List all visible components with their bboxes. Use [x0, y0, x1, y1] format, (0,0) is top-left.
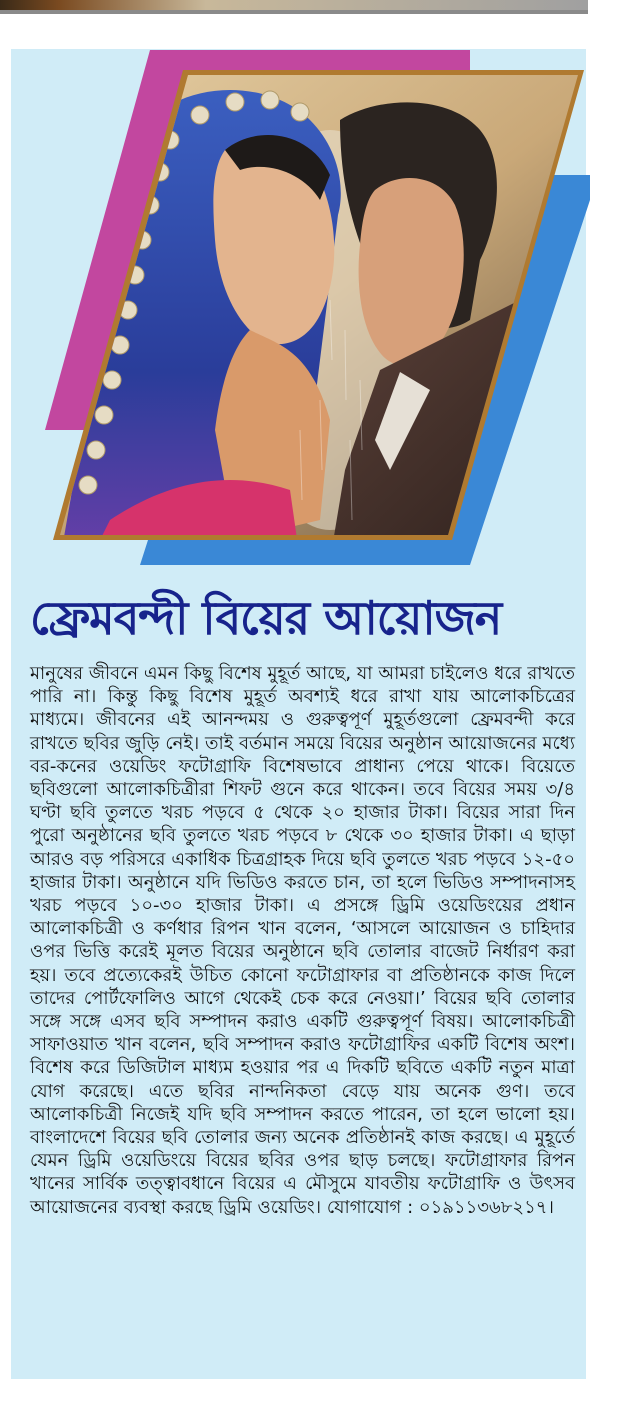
article-headline: ফ্রেমবন্দী বিয়ের আয়োজন	[30, 591, 502, 645]
article-body	[30, 662, 575, 1219]
article-body-paragraph: মানুষের জীবনে এমন কিছু বিশেষ মুহূর্ত আছে, যা আমরা চাইলেও ধরে রাখতে পারি না। কিন্তু কিছু বিশেষ মুহূর্ত অবশ্যই ধরে রাখা যায় আলোকচিত্রের মাধ্যমে। জীবনের এই আনন্দময় ও গুরুত্বপূর্ণ মুহূর্তগুলো ফ্রেমবন্দী করে রাখতে ছবির জুড়ি নেই। তাই বর্তমান সময়ে বিয়ের অনুষ্ঠান আয়োজনের মধ্যে বর-কনের ওয়েডিং ফটোগ্রাফি বিশেষভাবে প্রাধান্য পেয়ে থাকে। বিয়েতে ছবিগুলো আলোকচিত্রীরা শিফট গুনে করে থাকেন। তবে বিয়ের সময় ৩/৪ ঘণ্টা ছবি তুলতে খরচ পড়বে ৫ থেকে ২০ হাজার টাকা। বিয়ের সারা দিন পুরো অনুষ্ঠানের ছবি তুলতে খরচ পড়বে ৮ থেকে ৩০ হাজার টাকা। এ ছাড়া আরও বড় পরিসরে একাধিক চিত্রগ্রাহক দিয়ে ছবি তুলতে খরচ পড়বে ১২-৫০ হাজার টাকা। অনুষ্ঠানে যদি ভিডিও করতে চান, তা হলে ভিডিও সম্পাদনাসহ খরচ পড়বে ১০-৩০ হাজার টাকা। এ প্রসঙ্গে ড্রিমি ওয়েডিংয়ের প্রধান আলোকচিত্রী ও কর্ণধার রিপন খান বলেন, ‘আসলে আয়োজন ও চাহিদার ওপর ভিত্তি করেই মূলত বিয়ের অনুষ্ঠানে ছবি তোলার বাজেট নির্ধারণ করা হয়। তবে প্রত্যেকেরই উচিত কোনো ফটোগ্রাফার বা প্রতিষ্ঠানকে কাজ দিলে তাদের পোর্টফোলিও আগে থেকেই চেক করে নেওয়া।’ বিয়ের ছবি তোলার সঙ্গে সঙ্গে এসব ছবি সম্পাদন করাও একটি গুরুত্বপূর্ণ বিষয়। আলোকচিত্রী সাফাওয়াত খান বলেন, ছবি সম্পাদন করাও ফটোগ্রাফির একটি বিশেষ অংশ। বিশেষ করে ডিজিটাল মাধ্যম হওয়ার পর এ দিকটি ছবিতে একটি নতুন মাত্রা যোগ করেছে। এতে ছবির নান্দনিকতা বেড়ে যায় অনেক গুণ। তবে আলোকচিত্রী নিজেই যদি ছবি সম্পাদন করতে পারেন, তা হলে ভালো হয়। বাংলাদেশে বিয়ের ছবি তোলার জন্য অনেক প্রতিষ্ঠানই কাজ করছে। এ মুহূর্তে যেমন ড্রিমি ওয়েডিংয়ে বিয়ের ছবির ওপর ছাড় চলছে। ফটোগ্রাফার রিপন খানের সার্বিক তত্ত্বাবধানে বিয়ের এ মৌসুমে যাবতীয় ফটোগ্রাফি ও উৎসব আয়োজনের ব্যবস্থা করছে ড্রিমি ওয়েডিং। যোগাযোগ : ০১৯১১৩৬৮২১৭।	[30, 663, 575, 1218]
photo-area	[0, 0, 639, 580]
couple-photo-illustration	[0, 0, 639, 580]
